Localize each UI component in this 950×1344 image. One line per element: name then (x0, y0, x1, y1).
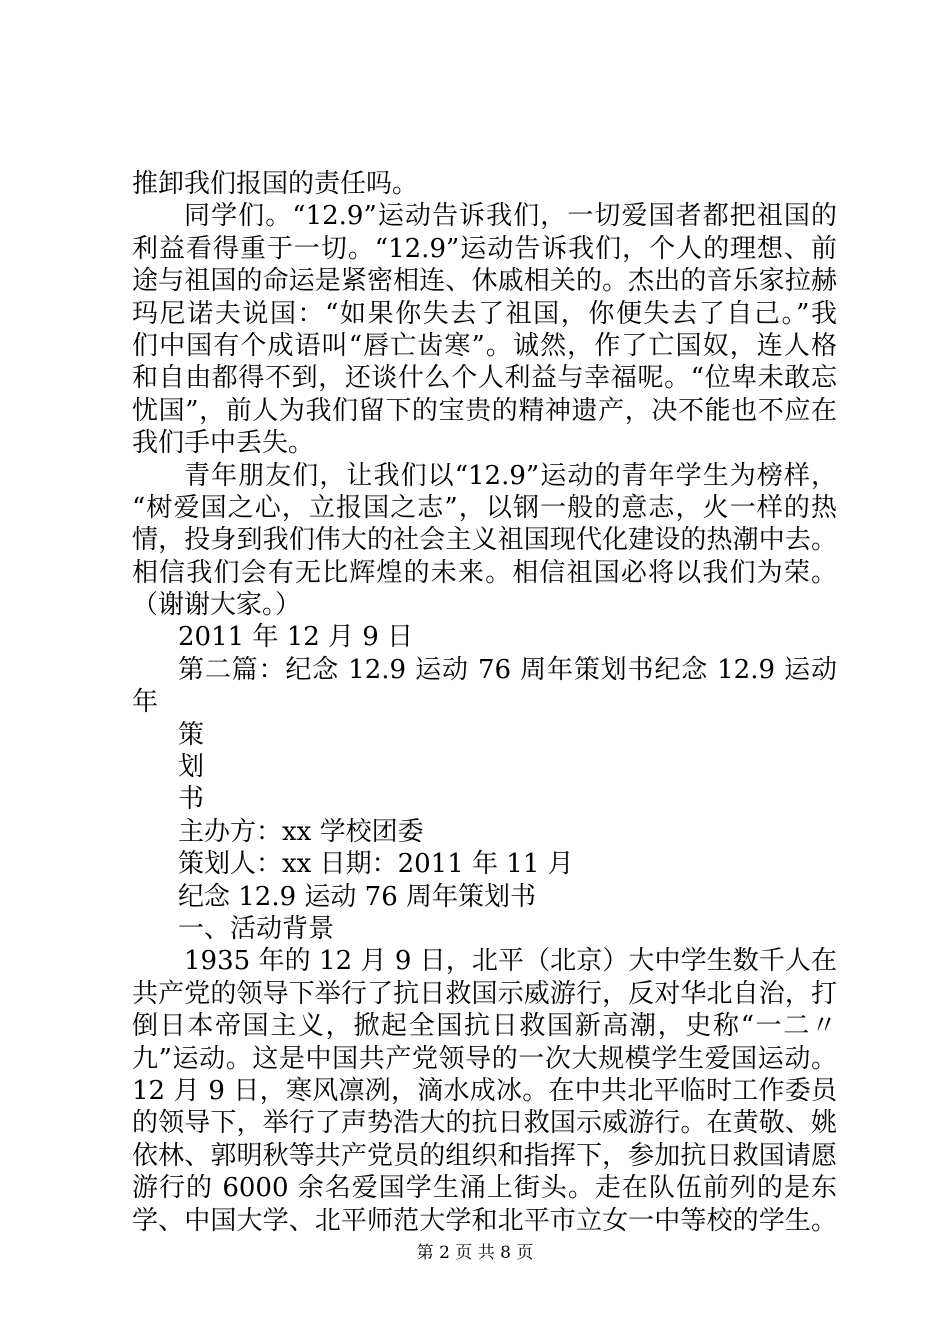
text-line: 1935 年的 12 月 9 日，北平（北京）大中学生数千人在 (184, 946, 837, 977)
text-line: 九”运动。这是中国共产党领导的一次大规模学生爱国运动。 (132, 1043, 837, 1074)
text-line: 12 月 9 日，寒风凛冽，滴水成冰。在中共北平临时工作委员 (132, 1075, 837, 1106)
text-line: （谢谢大家。） (132, 590, 302, 621)
title-char: 策 (178, 719, 205, 750)
text-line: 们中国有个成语叫“唇亡齿寒”。诚然，作了亡国奴，连人格 (132, 330, 837, 361)
date-line: 2011 年 12 月 9 日 (178, 622, 414, 653)
text-line: 共产党的领导下举行了抗日救国示威游行，反对华北自治，打 (132, 978, 837, 1009)
text-line: 忧国”，前人为我们留下的宝贵的精神遗产，决不能也不应在 (132, 395, 837, 426)
plan-title: 纪念 12.9 运动 76 周年策划书 (178, 881, 537, 912)
page-number: 第 2 页 共 8 页 (416, 1243, 534, 1263)
page-footer (0, 1243, 950, 1263)
text-line: 玛尼诺夫说国：“如果你失去了祖国，你便失去了自己。”我 (132, 298, 837, 329)
text-line: 倒日本帝国主义，掀起全国抗日救国新高潮，史称“一二〃 (132, 1011, 837, 1042)
title-char: 书 (178, 784, 205, 815)
text-line: 年 (132, 687, 159, 718)
text-line: 我们手中丢失。 (132, 428, 315, 459)
title-char: 划 (178, 752, 205, 783)
text-line: 和自由都得不到，还谈什么个人利益与幸福呢。“位卑未敢忘 (132, 363, 837, 394)
section-heading: 第二篇：纪念 12.9 运动 76 周年策划书纪念 12.9 运动 (178, 654, 837, 685)
text-line: 相信我们会有无比辉煌的未来。相信祖国必将以我们为荣。 (132, 557, 837, 588)
text-line: 依林、郭明秋等共产党员的组织和指挥下，参加抗日救国请愿 (132, 1140, 837, 1171)
organizer-line: 主办方：xx 学校团委 (178, 816, 424, 847)
document-body (132, 168, 837, 1237)
text-line: 青年朋友们，让我们以“12.9”运动的青年学生为榜样， (184, 460, 837, 491)
text-line: 的领导下，举行了声势浩大的抗日救国示威游行。在黄敬、姚 (132, 1108, 837, 1139)
text-line: 途与祖国的命运是紧密相连、休戚相关的。杰出的音乐家拉赫 (132, 266, 837, 297)
planner-line: 策划人：xx 日期：2011 年 11 月 (178, 849, 574, 880)
text-line: “树爱国之心，立报国之志”，以钢一般的意志，火一样的热 (132, 492, 837, 523)
text-line: 利益看得重于一切。“12.9”运动告诉我们，个人的理想、前 (132, 233, 837, 264)
text-line: 学、中国大学、北平师范大学和北平市立女一中等校的学生。 (132, 1205, 837, 1236)
text-line: 推卸我们报国的责任吗。 (132, 169, 419, 199)
text-line: 游行的 6000 余名爱国学生涌上街头。走在队伍前列的是东 (132, 1173, 837, 1204)
text-line: 情，投身到我们伟大的社会主义祖国现代化建设的热潮中去。 (132, 525, 837, 556)
text-line: 同学们。“12.9”运动告诉我们，一切爱国者都把祖国的 (184, 201, 837, 232)
subsection-heading: 一、活动背景 (178, 913, 335, 944)
